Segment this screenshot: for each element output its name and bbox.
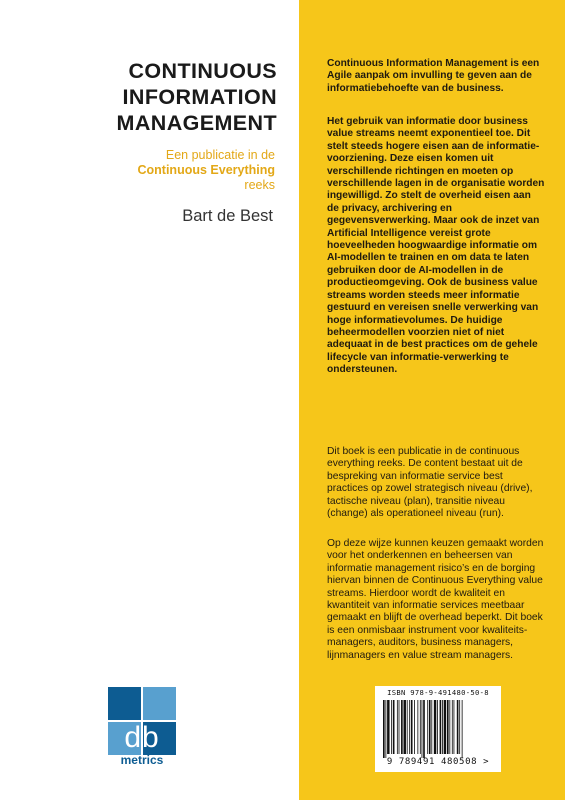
barcode-bar	[385, 700, 386, 758]
barcode-bar	[383, 700, 385, 758]
barcode-bar	[401, 700, 403, 754]
barcode-bar	[397, 700, 398, 754]
logo-square-tl	[108, 687, 141, 720]
barcode-bar	[442, 700, 443, 754]
barcode-bar	[420, 700, 421, 754]
barcode-bar	[422, 700, 423, 758]
series-info	[55, 148, 275, 193]
barcode-bar	[447, 700, 449, 754]
series-prefix: Een publicatie in de	[165, 148, 275, 162]
barcode-bar	[387, 700, 389, 754]
barcode-bar	[452, 700, 453, 754]
barcode-bar	[462, 700, 463, 758]
barcode-bar	[393, 700, 395, 754]
book-title	[17, 58, 277, 136]
title-line-3: MANAGEMENT	[116, 111, 277, 135]
barcode-bar	[440, 700, 442, 754]
series-paragraph: Dit boek is een publicatie in de continuous everything reeks. De content bestaat uit de bespreking van informatie service best practices op zowel strategisch niveau (drive), tactische niveau (plan), transitie niveau (change) als operationeel niveau (run).	[327, 446, 533, 520]
author-name: Bart de Best	[182, 207, 273, 225]
series-name: Continuous Everything	[137, 163, 275, 177]
barcode-bar	[429, 700, 431, 754]
barcode-bar	[404, 700, 406, 754]
barcode-bar	[391, 700, 392, 754]
barcode-bar	[417, 700, 418, 754]
barcode-bar	[411, 700, 413, 754]
barcode-bar	[423, 700, 425, 758]
isbn-digits: 9 789491 480508 >	[386, 757, 490, 767]
barcode-bar	[427, 700, 428, 754]
barcode-bar	[414, 700, 415, 754]
barcode-bar	[459, 700, 460, 754]
isbn-label: ISBN 978-9-491480-50-8	[387, 688, 489, 697]
logo-metrics-text: metrics	[120, 753, 164, 767]
barcode-bar	[449, 700, 450, 754]
logo-square-tr	[143, 687, 176, 720]
barcode-bar	[454, 700, 455, 754]
intro-paragraph: Continuous Information Management is een Agile aanpak om invulling te geven aan de informatiebehoefte van de business.	[327, 58, 540, 94]
title-line-1: CONTINUOUS	[128, 59, 277, 83]
barcode-bar	[437, 700, 438, 754]
series-suffix: reeks	[244, 178, 275, 192]
barcode-bar	[407, 700, 408, 754]
audience-paragraph: Op deze wijze kunnen keuzen gemaakt worden voor het onderkennen en beheersen van informatie management risico’s en de borging hiervan binnen de Continuous Everything value streams. Hierdoor wordt de kwaliteit en kwantiteit van informatie services meetbaar gemaakt en blijft de overhead beperkt. Dit boek is een onmisbaar instrument voor kwaliteits-managers, auditors, business managers, lijnmanagers en value stream managers.	[327, 538, 544, 661]
barcode-bar	[431, 700, 432, 754]
publisher-logo	[108, 687, 176, 767]
barcode-bars	[383, 700, 495, 758]
isbn-barcode	[375, 686, 501, 772]
barcode-bar	[444, 700, 446, 754]
title-line-2: INFORMATION	[122, 85, 277, 109]
logo-db-text: db	[124, 721, 160, 754]
barcode-bar	[409, 700, 410, 754]
main-paragraph: Het gebruik van informatie door business value streams neemt exponentieel toe. Dit stelt steeds hogere eisen aan de informatie-voorziening. Deze eisen komen uit verschillende richtingen en moeten op verschillende lagen in de organisatie worden ingewilligd. Zo stelt de overheid eisen aan de privacy, archivering en gegevensverwerking. Maar ook de inzet van Artificial Intelligence vereist grote hoeveelheden hoogwaardige informatie om AI-modellen te trainen en om data te laten gebruiken door de AI-modellen in de productieomgeving. Ook de business value streams worden steeds meer informatie gestuurd en vereisen snelle verwerking van hoge informatievolumes. De huidige beheermodellen voorzien niet of niet adequaat in de best practices om de gehele lifecycle van informatie-verwerking te ondersteunen.	[327, 116, 545, 376]
barcode-bar	[457, 700, 459, 754]
barcode-bar	[399, 700, 400, 754]
barcode-bar	[434, 700, 436, 754]
